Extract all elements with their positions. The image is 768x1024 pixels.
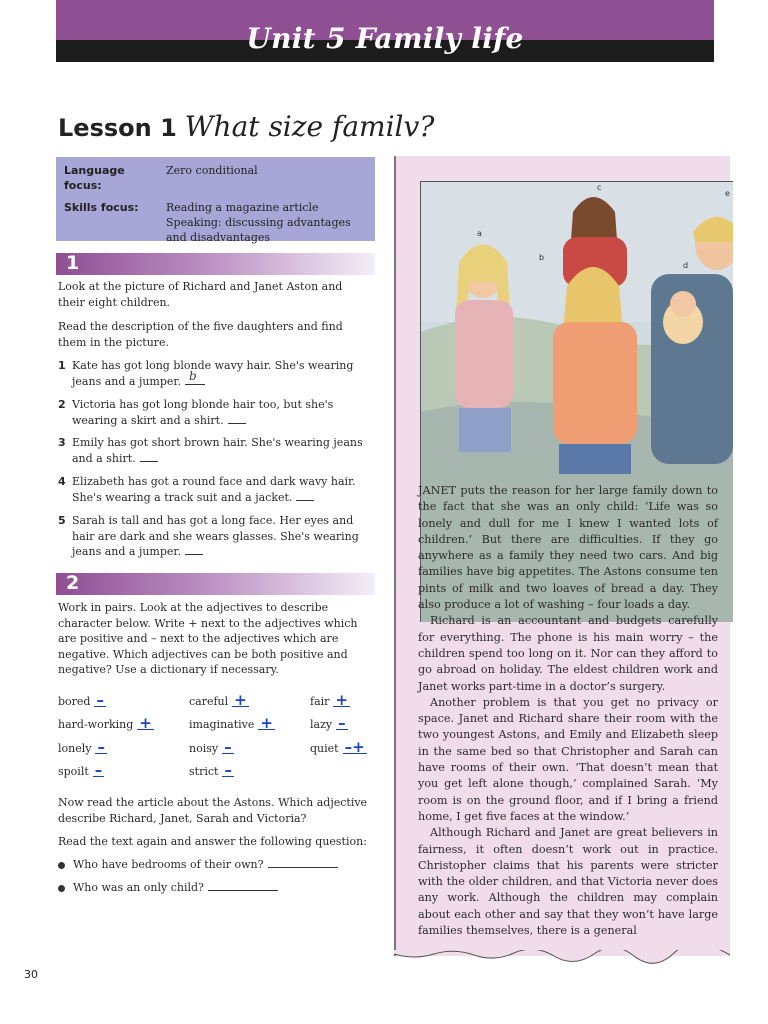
text-line: them in the picture. xyxy=(58,335,170,349)
article-paragraph-2: Richard is an accountant and budgets carefully for everything. The phone is his main worry – the children spend too long on it. Nor can they afford to go abroad on holiday. The eldest children work and Janet works part-time in a doctor’s surgery. xyxy=(418,614,718,693)
adjective-lazy xyxy=(310,714,348,732)
adjective-word: quiet xyxy=(310,742,339,755)
section-1-header xyxy=(56,253,375,275)
text-line: Now read the article about the Astons. Which adjective xyxy=(58,796,368,809)
text-line: Sarah is tall and has got a long face. Her eyes and xyxy=(72,514,354,527)
article-paragraph-1: JANET puts the reason for her large family down to the fact that she was an only child: ‘Life was so lonely and dull for me I knew I wanted lots of children.’ But there are difficulties. If they go anywhere as a family they need two cars. And big families have big appetites. The Astons consume ten pints of milk and two loaves of bread a day. They also produce a lot of washing – four loads a day. xyxy=(418,484,718,612)
section-1-intro-2 xyxy=(58,319,370,350)
list-item-2 xyxy=(58,397,370,428)
text-line: Read the text again and answer the following question: xyxy=(58,835,367,848)
list-item-5 xyxy=(58,513,370,560)
section-2-intro xyxy=(58,600,370,678)
section-2-followup xyxy=(58,795,370,826)
answer-line[interactable] xyxy=(208,890,278,891)
adjective-word: noisy xyxy=(189,742,219,755)
question-text: Who have bedrooms of their own? xyxy=(73,858,264,871)
skills-line: Speaking: discussing advantages xyxy=(166,216,351,229)
read-again-instruction xyxy=(58,834,370,850)
picture-label-d: d xyxy=(683,261,689,270)
list-item-3 xyxy=(58,435,370,466)
handwritten-mark[interactable]: – xyxy=(96,691,104,709)
article-text xyxy=(418,483,718,939)
answer-line[interactable] xyxy=(268,867,338,868)
text-line: Kate has got long blonde wavy hair. She's wearing xyxy=(72,359,354,372)
bullet-dot xyxy=(58,862,65,869)
item-number: 1 xyxy=(58,359,66,372)
torn-edge xyxy=(394,950,730,966)
answer-blank[interactable] xyxy=(140,452,158,462)
text-line: are positive and – next to the adjectives which are xyxy=(58,632,339,645)
skills-focus-row xyxy=(64,200,367,245)
adjective-careful xyxy=(189,691,249,709)
answer-blank[interactable] xyxy=(185,545,203,555)
item-text xyxy=(72,397,370,428)
question-text: Who was an only child? xyxy=(73,881,204,894)
unit-title: Unit 5 Family life xyxy=(246,22,524,55)
focus-box xyxy=(56,157,375,244)
adjective-strict xyxy=(189,761,234,779)
item-number: 2 xyxy=(58,398,66,411)
bullet-dot xyxy=(58,885,65,892)
adjective-word: imaginative xyxy=(189,718,255,731)
text-line: Emily has got short brown hair. She's wearing jeans xyxy=(72,436,363,449)
adjective-word: lazy xyxy=(310,718,333,731)
skills-focus-value xyxy=(166,200,351,245)
text-line: describe Richard, Janet, Sarah and Victoria? xyxy=(58,811,307,825)
adjective-word: hard-working xyxy=(58,718,134,731)
handwritten-mark[interactable]: – xyxy=(224,738,232,756)
handwritten-answer: b xyxy=(188,368,197,383)
handwritten-mark[interactable]: – xyxy=(97,738,105,756)
adjective-noisy xyxy=(189,738,234,756)
item-number: 3 xyxy=(58,436,66,449)
handwritten-mark[interactable]: + xyxy=(260,714,273,732)
lesson-title: What size familv? xyxy=(184,110,435,143)
text-line: negative. Which adjectives can be both positive and xyxy=(58,647,348,661)
lesson-number: Lesson 1 xyxy=(58,114,177,142)
answer-blank[interactable] xyxy=(228,414,246,424)
page-number: 30 xyxy=(24,968,38,981)
item-text xyxy=(72,474,370,505)
section-1-intro-1 xyxy=(58,279,370,310)
handwritten-mark[interactable]: + xyxy=(335,691,348,709)
language-focus-label: Language focus: xyxy=(64,164,125,192)
section-2-number: 2 xyxy=(66,572,80,594)
text-line: negative? Use a dictionary if necessary. xyxy=(58,663,279,676)
unit-banner xyxy=(56,0,714,62)
answer-blank[interactable] xyxy=(296,491,314,501)
handwritten-mark[interactable]: –+ xyxy=(344,738,365,756)
article-paragraph-4: Although Richard and Janet are great believers in fairness, it often doesn’t work out in practice. Christopher claims that his parents were stricter with the older children, and that Victoria never does any work. Although the children may complain about each other and say that they won’t have large families themselves, there is a general xyxy=(418,826,718,938)
adjective-fair xyxy=(310,691,350,709)
handwritten-mark[interactable]: – xyxy=(94,761,103,779)
adjective-word: spoilt xyxy=(58,765,89,778)
text-line: hair are dark and she wears glasses. She's wearing xyxy=(72,529,359,543)
text-line: their eight children. xyxy=(58,295,171,309)
text-line: She's wearing a track suit and a jacket. xyxy=(72,490,293,504)
list-item-1 xyxy=(58,358,370,389)
adjective-lonely xyxy=(58,738,107,756)
item-text xyxy=(72,435,370,466)
skills-line: and disadvantages xyxy=(166,231,271,244)
question-1 xyxy=(58,857,338,872)
text-line: Victoria has got long blonde hair too, but she's xyxy=(72,398,334,411)
text-line: jeans and a jumper. xyxy=(72,374,181,388)
adjective-hard-working xyxy=(58,714,154,732)
text-line: and a shirt. xyxy=(72,451,136,465)
handwritten-mark[interactable]: – xyxy=(338,714,346,732)
item-number: 5 xyxy=(58,514,66,527)
list-item-4 xyxy=(58,474,370,505)
picture-label-b: b xyxy=(539,253,545,262)
article-panel xyxy=(394,156,730,956)
answer-blank[interactable] xyxy=(185,368,205,385)
text-line: Look at the picture of Richard and Janet Aston and xyxy=(58,280,343,293)
skills-line: Reading a magazine article xyxy=(166,201,319,214)
adjective-spoilt xyxy=(58,761,104,779)
section-2-header xyxy=(56,573,375,595)
text-line: Read the description of the five daughters and find xyxy=(58,320,343,333)
picture-label-e: e xyxy=(725,189,730,198)
text-line: Elizabeth has got a round face and dark wavy hair. xyxy=(72,475,356,488)
picture-label-a: a xyxy=(477,229,482,238)
text-line: wearing a skirt and a shirt. xyxy=(72,413,224,427)
language-focus-value: Zero conditional xyxy=(166,164,258,177)
item-number: 4 xyxy=(58,475,66,488)
lesson-heading xyxy=(58,110,434,143)
text-line: character below. Write + next to the adjectives which xyxy=(58,616,358,630)
adjective-word: lonely xyxy=(58,742,92,755)
item-text xyxy=(72,513,370,560)
adjective-word: strict xyxy=(189,765,219,778)
picture-label-c: c xyxy=(597,183,602,192)
text-line: jeans and a jumper. xyxy=(72,545,181,558)
section-1-number: 1 xyxy=(66,252,80,274)
adjective-word: fair xyxy=(310,695,330,708)
skills-focus-label: Skills focus: xyxy=(64,201,139,214)
article-paragraph-3: Another problem is that you get no privacy or space. Janet and Richard share their room with the two youngest Astons, and Emily and Elizabeth sleep in the same bed so that Christopher and Sarah can have rooms of their own. ‘That doesn’t mean that you get left alone though,’ complained Sarah. ‘My room is on the ground floor, and if I bring a friend home, I get five faces at the window.’ xyxy=(418,695,718,823)
handwritten-mark[interactable]: – xyxy=(224,761,232,779)
adjective-imaginative xyxy=(189,714,275,732)
question-2 xyxy=(58,880,278,895)
adjective-word: careful xyxy=(189,695,229,708)
adjective-bored xyxy=(58,691,106,709)
language-focus-row xyxy=(64,163,367,193)
adjective-quiet xyxy=(310,738,367,756)
adjective-word: bored xyxy=(58,695,91,708)
item-text xyxy=(72,358,370,389)
handwritten-mark[interactable]: + xyxy=(234,691,247,709)
handwritten-mark[interactable]: + xyxy=(139,714,152,732)
text-line: Work in pairs. Look at the adjectives to describe xyxy=(58,601,329,614)
